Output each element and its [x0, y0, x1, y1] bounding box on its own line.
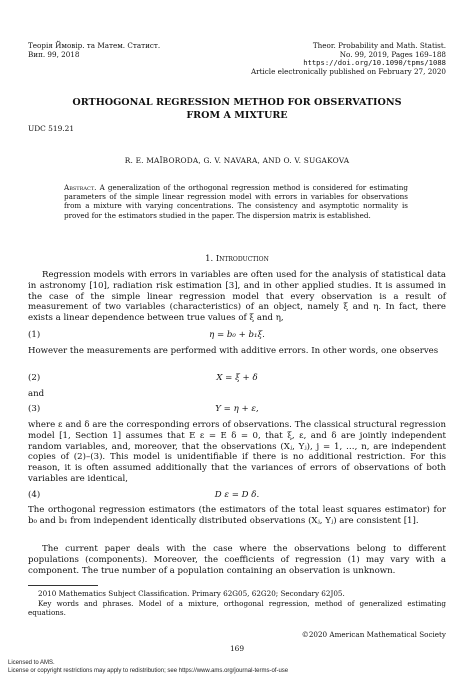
header-left-line1: Теорія Ймовір. та Матем. Статист.: [28, 41, 161, 50]
page-number: 169: [229, 644, 245, 653]
copyright: ©2020 American Mathematical Society: [301, 630, 446, 639]
paragraph-3: where ε and δ are the corresponding errors of observations. The classical structural regression model [1, Section 1] assumes that E ε = E δ = 0, that ξ, ε, and δ are jointly independent random variables, and, moreover, that the observations (Xⱼ, Yⱼ), j = 1, …, n, are independent copies of (2)–(3). This model is unidentifiable if there is no additional restriction. For this reason, it is often assumed additionally that the variances of errors of observations of both variables are identical,: [28, 420, 446, 484]
and-text: and: [28, 389, 45, 399]
equation-3-number: (3): [28, 404, 41, 414]
equation-2: [28, 373, 446, 384]
abstract: [64, 183, 408, 220]
equation-2-number: (2): [28, 373, 41, 383]
paragraph-2: However the measurements are performed with additive errors. In other words, one observes: [28, 346, 439, 356]
paragraph-5: The current paper deals with the case where the observations belong to different populations (components). Moreover, the coefficients of regression (1) may vary with a component. The true number of a population containing an observation is unknown.: [28, 544, 446, 576]
doi-link[interactable]: https://doi.org/10.1090/tpms/1088: [303, 58, 446, 68]
footnote-keywords: Key words and phrases. Model of a mixture, orthogonal regression, method of generalized estimating equations.: [28, 599, 446, 617]
paragraph-1: Regression models with errors in variables are often used for the analysis of statistical data in astronomy [10], radiation risk estimation [3], and in other applied studies. It is assumed in the case of the simple linear regression model that every observation is a result of measurement of two variables (characteristics) of an object, namely ξ and η. In fact, there exists a linear dependence between true values of ξ and η,: [28, 270, 446, 324]
equation-3: [28, 404, 446, 415]
equation-2-text: X = ξ + δ: [216, 373, 258, 383]
title-line2: FROM A MIXTURE: [186, 110, 288, 121]
equation-4: [28, 490, 446, 501]
title-line1: ORTHOGONAL REGRESSION METHOD FOR OBSERVATIONS: [72, 97, 402, 108]
paper-title: [0, 96, 474, 122]
udc-code: UDC 519.21: [28, 124, 75, 133]
journal-header-left: [28, 42, 160, 59]
header-right-line4: Article electronically published on February 27, 2020: [250, 66, 446, 76]
header-left-line2: Вип. 99, 2018: [28, 49, 80, 59]
equation-4-text: D ε = D δ.: [214, 490, 260, 500]
license-line1: Licensed to AMS.: [8, 660, 55, 666]
footnote-rule: [28, 585, 98, 586]
paragraph-4: The orthogonal regression estimators (the estimators of the total least squares estimator) for b₀ and b₁ from independent identically distributed observations (Xⱼ, Yⱼ) are consistent [1].: [28, 505, 446, 526]
equation-1-number: (1): [28, 330, 41, 340]
abstract-label: Abstract.: [64, 183, 97, 192]
equation-1: [28, 330, 446, 341]
header-right-line2: No. 99, 2019, Pages 169–188: [339, 49, 446, 59]
abstract-text: A generalization of the orthogonal regression method is considered for estimating parameters of the simple linear regression model with errors in variables for observations from a mixture with varying concentrations. The consistency and asymptotic normality is proved for the estimators studied in the paper. The dispersion matrix is established.: [64, 183, 408, 220]
footnote-msc: 2010 Mathematics Subject Classification. Primary 62G05, 62G20; Secondary 62J05.: [38, 589, 345, 598]
license-line2[interactable]: License or copyright restrictions may apply to redistribution; see https://www.ams.org/journal-terms-of-use: [8, 668, 289, 674]
equation-4-number: (4): [28, 490, 41, 500]
section-heading: 1. Introduction: [205, 253, 269, 263]
journal-header-right: [251, 42, 446, 76]
equation-1-text: η = b₀ + b₁ξ.: [209, 330, 265, 340]
equation-3-text: Y = η + ε,: [215, 404, 259, 414]
header-right-line1: Theor. Probability and Math. Statist.: [312, 41, 446, 50]
authors: R. E. MAÏBORODA, G. V. NAVARA, AND O. V. SUGAKOVA: [124, 156, 350, 165]
